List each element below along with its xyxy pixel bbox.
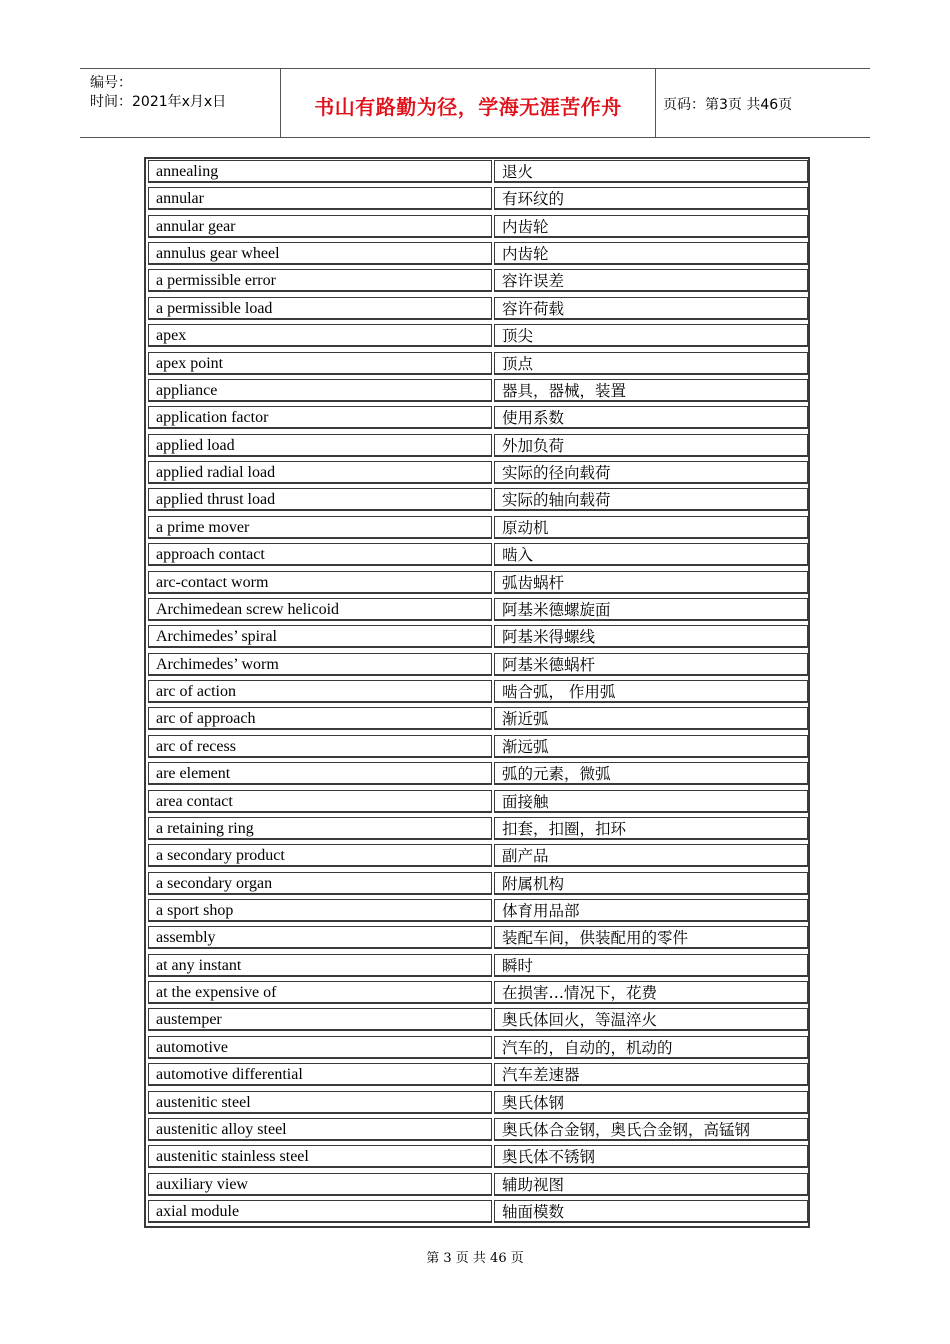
term-chinese: 装配车间，供装配用的零件 (494, 926, 808, 949)
term-chinese: 使用系数 (494, 406, 808, 429)
header-meta-cell (80, 69, 280, 137)
term-english: applied load (148, 434, 492, 457)
table-row (148, 1007, 806, 1034)
term-english: a retaining ring (148, 817, 492, 840)
page-header (80, 68, 870, 138)
term-chinese: 实际的径向载荷 (494, 461, 808, 484)
table-row (148, 816, 806, 843)
term-english: austenitic steel (148, 1091, 492, 1114)
table-row (148, 159, 806, 186)
term-chinese: 奥氏体合金钢，奥氏合金钢，高锰钢 (494, 1118, 808, 1141)
term-chinese: 原动机 (494, 516, 808, 539)
table-row (148, 515, 806, 542)
term-english: at any instant (148, 954, 492, 977)
table-row (148, 542, 806, 569)
term-english: austemper (148, 1008, 492, 1031)
table-row (148, 570, 806, 597)
table-row (148, 898, 806, 925)
term-chinese: 有环纹的 (494, 187, 808, 210)
table-row (148, 296, 806, 323)
term-english: Archimedes’ spiral (148, 625, 492, 648)
table-row (148, 1144, 806, 1171)
table-row (148, 1035, 806, 1062)
term-english: Archimedean screw helicoid (148, 598, 492, 621)
table-row (148, 789, 806, 816)
term-chinese: 阿基米德蜗杆 (494, 653, 808, 676)
term-english: annealing (148, 160, 492, 183)
table-row (148, 241, 806, 268)
term-english: annulus gear wheel (148, 242, 492, 265)
table-row (148, 624, 806, 651)
term-chinese: 面接触 (494, 790, 808, 813)
term-chinese: 弧的元素，微弧 (494, 762, 808, 785)
term-english: automotive (148, 1036, 492, 1059)
term-chinese: 外加负荷 (494, 434, 808, 457)
term-english: a secondary product (148, 844, 492, 867)
table-row (148, 925, 806, 952)
term-english: are element (148, 762, 492, 785)
table-row (148, 761, 806, 788)
header-page-cell (655, 69, 870, 137)
page-footer: 第 3 页 共 46 页 (426, 1251, 524, 1266)
table-row (148, 323, 806, 350)
table-row (148, 1172, 806, 1199)
table-row (148, 980, 806, 1007)
table-row (148, 460, 806, 487)
table-row (148, 652, 806, 679)
table-row (148, 351, 806, 378)
term-chinese: 顶点 (494, 352, 808, 375)
term-english: auxiliary view (148, 1173, 492, 1196)
term-english: arc of approach (148, 707, 492, 730)
table-row (148, 1090, 806, 1117)
term-english: a permissible error (148, 269, 492, 292)
term-chinese: 渐远弧 (494, 735, 808, 758)
term-chinese: 副产品 (494, 844, 808, 867)
table-row (148, 706, 806, 733)
term-english: approach contact (148, 543, 492, 566)
table-row (148, 597, 806, 624)
term-chinese: 退火 (494, 160, 808, 183)
term-english: applied radial load (148, 461, 492, 484)
term-chinese: 器具，器械，装置 (494, 379, 808, 402)
term-chinese: 内齿轮 (494, 215, 808, 238)
table-row (148, 843, 806, 870)
glossary-table (144, 157, 810, 1228)
term-chinese: 渐近弧 (494, 707, 808, 730)
term-chinese: 轴面模数 (494, 1200, 808, 1223)
term-english: assembly (148, 926, 492, 949)
term-chinese: 容许误差 (494, 269, 808, 292)
term-chinese: 实际的轴向载荷 (494, 488, 808, 511)
term-english: a secondary organ (148, 872, 492, 895)
term-english: arc of action (148, 680, 492, 703)
term-chinese: 辅助视图 (494, 1173, 808, 1196)
term-english: a prime mover (148, 516, 492, 539)
table-row (148, 679, 806, 706)
term-chinese: 汽车的，自动的，机动的 (494, 1036, 808, 1059)
table-row (148, 1117, 806, 1144)
term-english: appliance (148, 379, 492, 402)
term-english: area contact (148, 790, 492, 813)
term-english: apex point (148, 352, 492, 375)
table-row (148, 871, 806, 898)
term-chinese: 阿基米德螺旋面 (494, 598, 808, 621)
term-chinese: 啮入 (494, 543, 808, 566)
table-row (148, 953, 806, 980)
term-chinese: 容许荷载 (494, 297, 808, 320)
term-english: axial module (148, 1200, 492, 1223)
term-chinese: 附属机构 (494, 872, 808, 895)
term-chinese: 阿基米得螺线 (494, 625, 808, 648)
term-english: arc-contact worm (148, 571, 492, 594)
term-english: annular (148, 187, 492, 210)
header-motto-cell (280, 69, 656, 137)
table-row (148, 1062, 806, 1089)
term-chinese: 弧齿蜗杆 (494, 571, 808, 594)
term-english: applied thrust load (148, 488, 492, 511)
term-chinese: 内齿轮 (494, 242, 808, 265)
table-row (148, 378, 806, 405)
table-row (148, 1199, 806, 1226)
header-motto: 书山有路勤为径，学海无涯苦作舟 (314, 95, 622, 119)
document-number-label: 编号： (90, 75, 132, 91)
term-english: a permissible load (148, 297, 492, 320)
term-chinese: 体育用品部 (494, 899, 808, 922)
term-english: a sport shop (148, 899, 492, 922)
table-row (148, 186, 806, 213)
term-english: apex (148, 324, 492, 347)
table-row (148, 433, 806, 460)
term-chinese: 汽车差速器 (494, 1063, 808, 1086)
term-chinese: 瞬时 (494, 954, 808, 977)
table-row (148, 487, 806, 514)
table-row (148, 268, 806, 295)
term-chinese: 奥氏体钢 (494, 1091, 808, 1114)
term-english: application factor (148, 406, 492, 429)
header-page-info: 页码：第3页 共46页 (663, 97, 793, 113)
term-english: automotive differential (148, 1063, 492, 1086)
term-english: annular gear (148, 215, 492, 238)
term-english: austenitic alloy steel (148, 1118, 492, 1141)
term-chinese: 奥氏体不锈钢 (494, 1145, 808, 1168)
term-english: Archimedes’ worm (148, 653, 492, 676)
term-chinese: 啮合弧， 作用弧 (494, 680, 808, 703)
term-chinese: 在损害…情况下，花费 (494, 981, 808, 1004)
term-english: arc of recess (148, 735, 492, 758)
term-chinese: 扣套，扣圈，扣环 (494, 817, 808, 840)
term-english: at the expensive of (148, 981, 492, 1004)
table-row (148, 214, 806, 241)
term-chinese: 奥氏体回火，等温淬火 (494, 1008, 808, 1031)
document-date-label: 时间：2021年x月x日 (90, 94, 227, 110)
table-row (148, 734, 806, 761)
table-row (148, 405, 806, 432)
term-chinese: 顶尖 (494, 324, 808, 347)
term-english: austenitic stainless steel (148, 1145, 492, 1168)
